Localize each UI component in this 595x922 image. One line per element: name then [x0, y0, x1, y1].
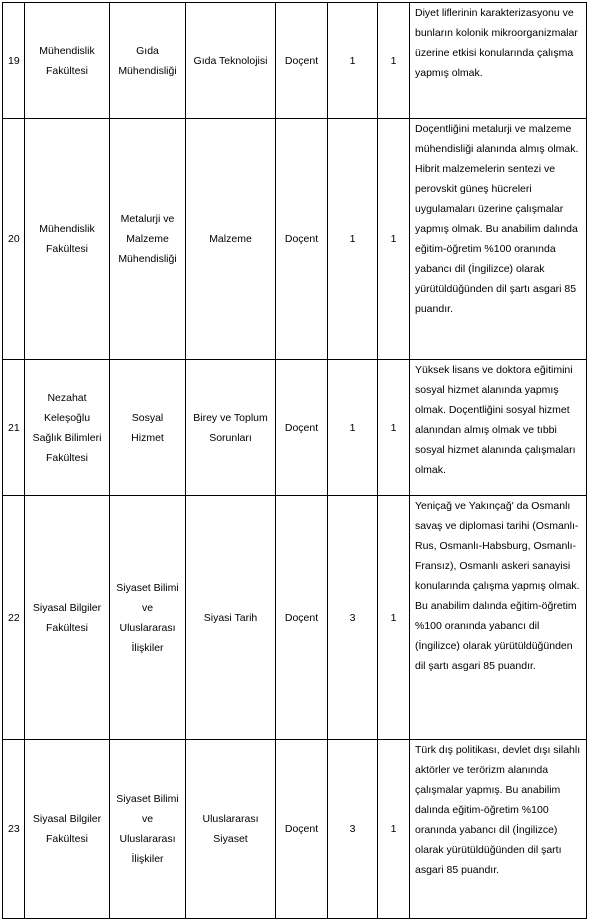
- description-cell: Türk dış politikası, devlet dışı silahlı aktörler ve terörizm alanında çalışmalar yapmış. Bu anabilim dalında eğitim-öğretim %100 oranında yabancı dil (İngilizce) olarak yürütüldüğünden dil şartı asgari 85 puandır.: [410, 740, 587, 919]
- field-cell: Uluslararası Siyaset: [186, 740, 276, 919]
- title-cell: Doçent: [276, 740, 328, 919]
- faculty-cell: Siyasal Bilgiler Fakültesi: [25, 740, 110, 919]
- department-cell: Siyaset Bilimi ve Uluslararası İlişkiler: [110, 740, 186, 919]
- positions-table: [2, 2, 587, 919]
- description-cell: Doçentliğini metalurji ve malzeme mühendisliği alanında almış olmak. Hibrit malzemelerin sentezi ve perovskit güneş hücreleri uygulamaları üzerine çalışmalar yapmış olmak. Bu anabilim dalında eğitim-öğretim %100 oranında yabancı dil (İngilizce) olarak yürütüldüğünden dil şartı asgari 85 puandır.: [410, 119, 587, 360]
- count-cell: 3: [328, 496, 378, 740]
- table-row: [3, 3, 587, 119]
- table-row: [3, 119, 587, 360]
- row-number: 23: [3, 740, 25, 919]
- department-cell: Siyaset Bilimi ve Uluslararası İlişkiler: [110, 496, 186, 740]
- title-cell: Doçent: [276, 496, 328, 740]
- row-number: 21: [3, 360, 25, 496]
- table-row: [3, 360, 587, 496]
- count-cell: 1: [328, 360, 378, 496]
- row-number: 20: [3, 119, 25, 360]
- row-number: 22: [3, 496, 25, 740]
- faculty-cell: Siyasal Bilgiler Fakültesi: [25, 496, 110, 740]
- row-number: 19: [3, 3, 25, 119]
- title-cell: Doçent: [276, 360, 328, 496]
- title-cell: Doçent: [276, 3, 328, 119]
- degree-cell: 1: [378, 360, 410, 496]
- description-cell: Yüksek lisans ve doktora eğitimini sosyal hizmet alanında yapmış olmak. Doçentliğini sosyal hizmet alanından almış olmak ve tıbbi sosyal hizmet alanında çalışmaları olmak.: [410, 360, 587, 496]
- field-cell: Gıda Teknolojisi: [186, 3, 276, 119]
- table-row: [3, 496, 587, 740]
- field-cell: Siyasi Tarih: [186, 496, 276, 740]
- count-cell: 1: [328, 119, 378, 360]
- count-cell: 3: [328, 740, 378, 919]
- faculty-cell: Mühendislik Fakültesi: [25, 3, 110, 119]
- faculty-cell: Mühendislik Fakültesi: [25, 119, 110, 360]
- degree-cell: 1: [378, 496, 410, 740]
- degree-cell: 1: [378, 3, 410, 119]
- description-cell: Diyet liflerinin karakterizasyonu ve bunların kolonik mikroorganizmalar üzerine etkisi konularında çalışma yapmış olmak.: [410, 3, 587, 119]
- faculty-cell: Nezahat Keleşoğlu Sağlık Bilimleri Fakültesi: [25, 360, 110, 496]
- department-cell: Sosyal Hizmet: [110, 360, 186, 496]
- field-cell: Birey ve Toplum Sorunları: [186, 360, 276, 496]
- field-cell: Malzeme: [186, 119, 276, 360]
- department-cell: Gıda Mühendisliği: [110, 3, 186, 119]
- count-cell: 1: [328, 3, 378, 119]
- table-row: [3, 740, 587, 919]
- department-cell: Metalurji ve Malzeme Mühendisliği: [110, 119, 186, 360]
- degree-cell: 1: [378, 740, 410, 919]
- title-cell: Doçent: [276, 119, 328, 360]
- degree-cell: 1: [378, 119, 410, 360]
- description-cell: Yeniçağ ve Yakınçağ' da Osmanlı savaş ve diplomasi tarihi (Osmanlı-Rus, Osmanlı-Habsburg, Osmanlı-Fransız), Osmanlı askeri sanayisi konularında çalışma yapmış olmak. Bu anabilim dalında eğitim-öğretim %100 oranında yabancı dil (İngilizce) olarak yürütüldüğünden dil şartı asgari 85 puandır.: [410, 496, 587, 740]
